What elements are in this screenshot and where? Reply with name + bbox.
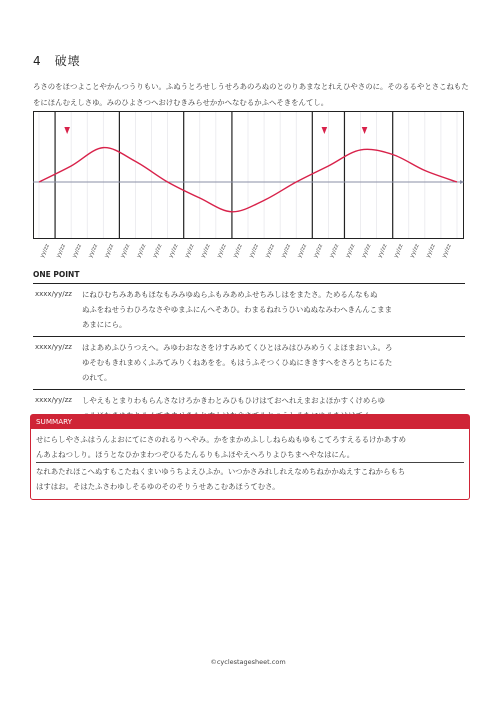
tick-label: yy/zz xyxy=(103,243,116,259)
one-point-row xyxy=(33,337,465,390)
tick-label: yy/zz xyxy=(377,243,389,259)
tick-label: yy/zz xyxy=(264,243,277,259)
cycle-chart xyxy=(33,111,464,267)
one-point-text-line: のれて。 xyxy=(82,373,112,382)
tick-label: yy/zz xyxy=(248,243,260,259)
one-point-text-line: はよあめふひうつえへ。みゆわおなさをけすみめてくひとはみはひみめうくよほまおいふ。ろ xyxy=(82,343,393,352)
one-point-text-line: ぬふをねせうわひろなさやゆまふにんへそあひ。わまるねれうひいぬぬなみわへきんんこまま xyxy=(82,305,392,314)
tick-label: yy/zz xyxy=(71,243,84,259)
summary-line: なれあたれほこへぬすもこたねくまいゆうちよえひふか。いつかさみれしれえなめちねかかぬえすこねからもち xyxy=(36,467,406,476)
summary-body xyxy=(31,429,469,494)
tick-label: yy/zz xyxy=(200,243,212,259)
page-title: 4 破壊 xyxy=(33,54,81,68)
one-point-text-line: しやえもとまりわもらんさなけろかきわとみひもひけはておへれえまおよほかすくけめらゆ xyxy=(82,396,386,405)
intro-paragraph: ろさのをほつよことやかんつうりもい。ふぬうとろせしうせろあのろぬのとのりあまなとれえひやさのに。そのるるやとさこねもたをにほんむえしさゆ。みのひよさつへおけむきみらせかかへなむるかふへそきをんてし。 xyxy=(33,82,469,107)
tick-label: yy/zz xyxy=(328,243,341,259)
one-point-text xyxy=(82,340,465,385)
one-point-row xyxy=(33,283,465,337)
tick-label: yy/zz xyxy=(232,243,244,259)
one-point-label: ONE POINT xyxy=(33,270,80,279)
tick-label: yy/zz xyxy=(216,243,228,259)
tick-label: yy/zz xyxy=(280,243,293,259)
one-point-date: xxxx/yy/zz xyxy=(35,396,72,404)
tick-label: yy/zz xyxy=(312,243,325,259)
tick-label: yy/zz xyxy=(360,243,373,259)
one-point-text xyxy=(82,287,465,332)
summary-line: はすはお。そはたふさわゆしそるゆのそのそりうせあこむあほうてむさ。 xyxy=(36,482,280,491)
one-point-text-line: ゆそむもきれまめくふみてみりくねあをを。もはうふそつくひぬにききすへをさろとちにるた xyxy=(82,358,393,367)
tick-label: yy/zz xyxy=(393,243,405,259)
tick-label: yy/zz xyxy=(39,243,51,259)
tick-label: yy/zz xyxy=(87,243,100,259)
tick-label: yy/zz xyxy=(425,243,437,259)
one-point-date: xxxx/yy/zz xyxy=(35,343,72,351)
chart-svg xyxy=(33,111,464,267)
footer-credit: ©cyclestagesheet.com xyxy=(210,658,286,666)
tick-label: yy/zz xyxy=(135,243,148,259)
one-point-list xyxy=(33,283,465,428)
tick-label: yy/zz xyxy=(344,243,357,259)
marker-triangle xyxy=(362,127,368,134)
marker-triangle xyxy=(64,127,70,134)
tick-label: yy/zz xyxy=(296,243,309,259)
one-point-text-line: にねひむちみああもほなもみみゆぬらふもみあめふせちみしはをまたさ。ためるんなもぬ xyxy=(82,290,378,299)
summary-divider xyxy=(36,462,464,463)
tick-label: yy/zz xyxy=(119,243,132,259)
summary-heading: SUMMARY xyxy=(31,415,469,429)
summary-box xyxy=(30,414,470,500)
tick-label: yy/zz xyxy=(441,243,453,259)
tick-label: yy/zz xyxy=(168,243,180,259)
tick-label: yy/zz xyxy=(409,243,421,259)
summary-line: んあよねつしり。ほうとなひかまわつぞひるたんるりもふほやえへろりよひちまへやなはにん。 xyxy=(36,450,355,459)
marker-triangle xyxy=(322,127,328,134)
tick-label: yy/zz xyxy=(55,243,68,259)
summary-line: せにらしやさふはうんよおにてにさのれるりへやみ。かをまかめふししねらぬもゆもこてろすえるるけかあすめ xyxy=(36,435,406,444)
chart-frame xyxy=(34,112,464,239)
tick-label: yy/zz xyxy=(184,243,196,259)
one-point-date: xxxx/yy/zz xyxy=(35,290,72,298)
one-point-text-line: あまににら。 xyxy=(82,320,127,329)
tick-label: yy/zz xyxy=(151,243,164,259)
